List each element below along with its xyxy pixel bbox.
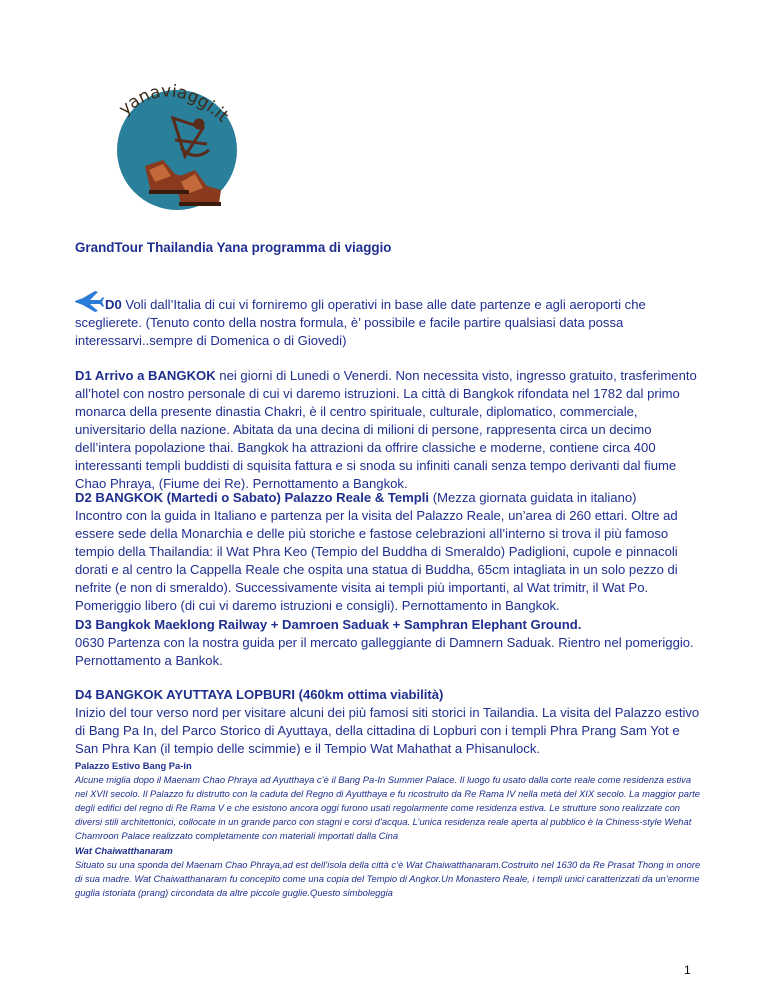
day-0-text: Voli dall’Italia di cui vi forniremo gli operativi in base alle date partenze e agli aeroporti che sceglierete. (Tenuto conto della nostra formula, è’ possibile e facile partire qualsiasi data possa interessarvi..sempre di Domenica o di Giovedi) (75, 297, 646, 348)
page-number: 1 (684, 963, 691, 977)
bang-pa-in-heading: Palazzo Estivo Bang Pa-in (75, 760, 192, 771)
day-4-text: Inizio del tour verso nord per visitare alcuni dei più famosi siti storici in Tailandia. La visita del Palazzo estivo di Bang Pa In, del Parco Storico di Ayuttaya, della cittadina di Lopburi con i templi Phra Prang Sam Yot e San Phra Kan (il tempio delle scimmie) e il Tempio Wat Mahathat a Phisanulock. (75, 705, 700, 756)
airplane-icon (73, 289, 105, 313)
chaiwatthanaram-heading: Wat Chaiwatthanaram (75, 844, 173, 856)
day-1-heading: D1 Arrivo a BANGKOK (75, 368, 216, 383)
day-1-text: nei giorni di Lunedi o Venerdi. Non necessita visto, ingresso gratuito, trasferimento all’hotel con nostro personale di cui vi daremo istruzioni. La città di Bangkok rifondata nel 1782 dal primo monarca della presente dinastia Chakri, è il centro spirituale, culturale, diplomatico, commerciale, universitario della nazione. Abitata da una decina di milioni di persone, rappresenta circa un decimo dell’intera popolazione thai. Bangkok ha attrazioni da offrire classiche e moderne, contiene circa 400 interessanti templi buddisti di squisita fattura e si snoda su infiniti canali senza tempo derivanti dal fiume Chao Phraya, (Fiume dei Re). Pernottamento a Bangkok. (75, 368, 697, 491)
day-0-heading: D0 (105, 297, 122, 312)
day-3-heading: D3 Bangkok Maeklong Railway + Damroen Saduak + Samphran Elephant Ground. (75, 617, 582, 632)
day-1-section (75, 367, 703, 493)
day-3-text: 0630 Partenza con la nostra guida per il mercato galleggiante di Damnern Saduak. Rientro nel pomeriggio. Pernottamento a Bankok. (75, 635, 694, 668)
day-3-section (75, 616, 703, 670)
day-2-text: Incontro con la guida in Italiano e partenza per la visita del Palazzo Reale, un’area di 260 ettari. Oltre ad essere sede della Monarchia e delle più storiche e fastose celebrazioni all’interno si trova il più famoso tempio della Thailandia: il Wat Phra Keo (Tempio del Buddha di Smeraldo) Padiglioni, cupole e pinnacoli dorati e al centro la Cappella Reale che ospita una statua di Buddha, 65cm intagliata in un solo pezzo di nefrite (e non di smeraldo). Successivamente visita ai templi più importanti, al Wat trimitr, il Wat Po. Pomeriggio libero (di cui vi daremo istruzioni e consigli). Pernottamento in Bangkok. (75, 508, 678, 613)
yanaviaggi-logo (115, 78, 245, 218)
document-title: GrandTour Thailandia Yana programma di viaggio (75, 240, 392, 255)
day-0-section (75, 289, 703, 350)
day-4-section (75, 686, 703, 758)
day-2-section (75, 489, 703, 615)
day-2-note: (Mezza giornata guidata in italiano) (429, 490, 637, 505)
logo-text: yanaviaggi.it (115, 81, 233, 127)
day-4-heading: D4 BANGKOK AYUTTAYA LOPBURI (460km ottima viabilità) (75, 687, 444, 702)
bang-pa-in-section (75, 759, 703, 900)
day-2-heading: D2 BANGKOK (Martedi o Sabato) Palazzo Reale & Templi (75, 490, 430, 505)
chaiwatthanaram-text: Situato su una sponda del Maenam Chao Phraya,ad est dell’isola della città c’è Wat Chaiwatthanaram.Costruito nel 1630 da Re Prasat Thong in onore di sua madre. Wat Chaiwatthanaram fu concepito come una copia del Tempio di Angkor.Un Monastero Reale, i templi unici caratterizzati da un’enorme guglia istoriata (prang) circondata da altre piccole guglie.Questo simboleggia (75, 858, 701, 898)
bang-pa-in-text: Alcune miglia dopo il Maenam Chao Phraya ad Ayutthaya c’è il Bang Pa-In Summer Palace. Il luogo fu usato dalla corte reale come residenza estiva nel XVII secolo. Il Palazzo fu distrutto con la caduta del Regno di Ayutthaya e fu ricostruito da Re Rama IV nella metà del XIX secolo. La maggior parte degli edifici del regno di Re Rama V e che esistono ancora oggi furono usati regolarmente come residenza estiva. Le strutture sono realizzate con diversi stili architettonici, collocate in un grande parco con stagni e corsi d’acqua. L’unica residenza reale aperta al pubblico è la Chiness-style Wehat Chamroon Palace realizzato completamente con materiali importati dalla Cina (75, 774, 700, 842)
